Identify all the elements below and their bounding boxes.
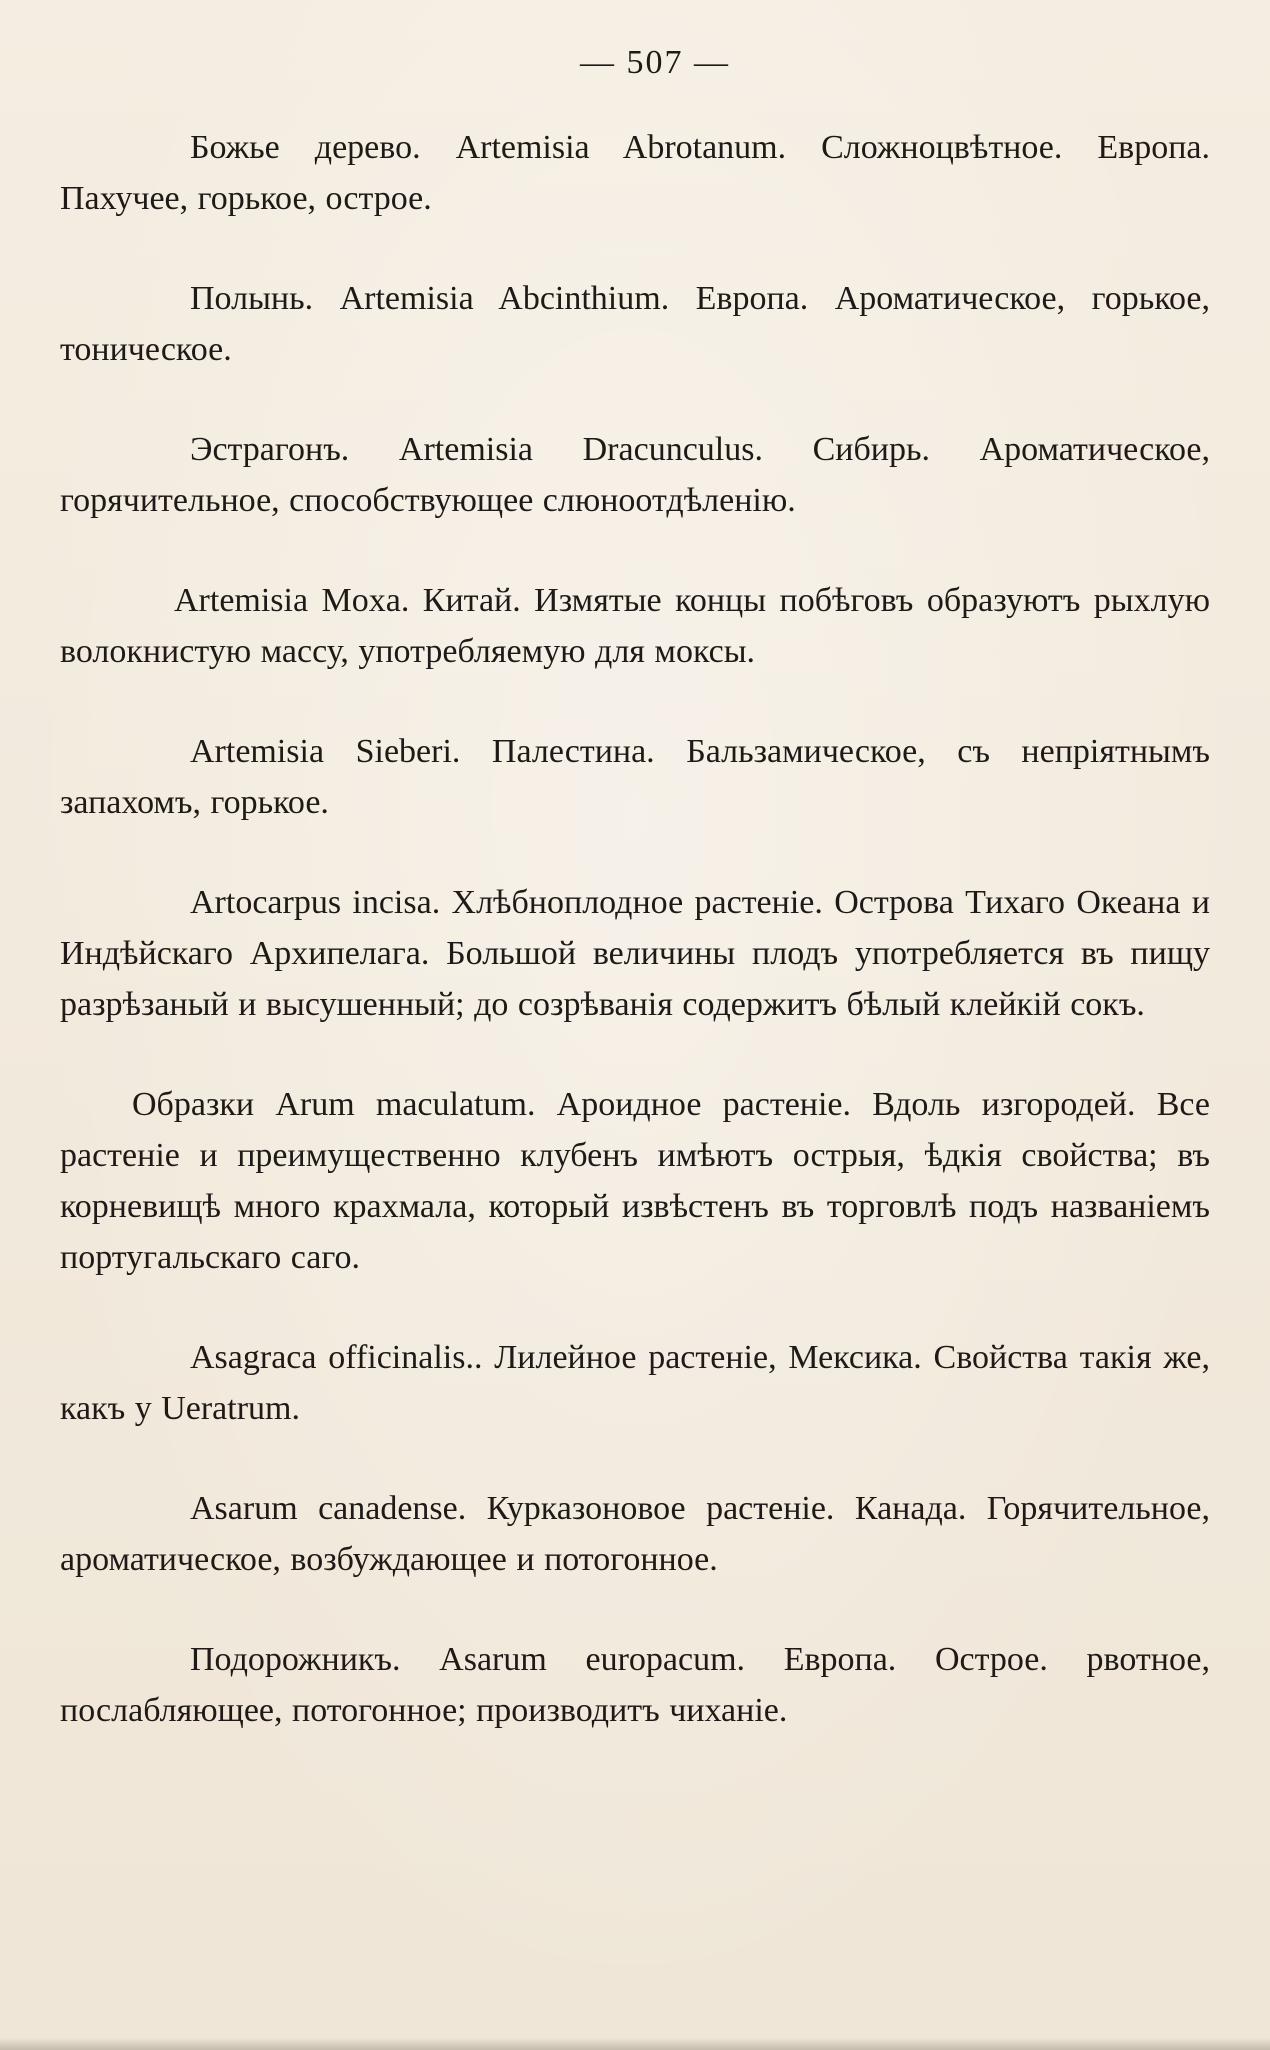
entry-artocarpus-incisa: Artocarpus incisa. Хлѣбноплодное растеніе. Острова Тихаго Океана и Индѣйскаго Архипелага. Большой величины плодъ употребляется въ пищу разрѣзаный и высушенный; до созрѣванія содержитъ бѣлый клейкій сокъ. [60,884,1210,1023]
entry-artemisia-absinthium: Полынь. Artemisia Abcinthium. Европа. Ароматическое, горькое, тоническое. [60,280,1210,368]
entry-artemisia-dracunculus: Эстрагонъ. Artemisia Dracunculus. Сибирь. Ароматическое, горячительное, способствующее слюноотдѣленію. [60,431,1210,519]
entry-asagraea-officinalis: Asagraca officinalis.. Лилейное растеніе, Мексика. Свойства такія же, какъ у Ueratrum. [60,1339,1210,1427]
entry-arum-maculatum: Образки Arum maculatum. Ароидное растеніе. Вдоль изгородей. Все растеніе и преимущественно клубенъ имѣютъ острыя, ѣдкія свойства; въ корневищѣ много крахмала, который извѣстенъ въ торговлѣ подъ названіемъ португальскаго саго. [60,1086,1210,1276]
page-number: — 507 — [580,44,730,81]
entries-list [60,122,1210,1736]
entry-artemisia-moxa: Artemisia Moxa. Китай. Измятые концы побѣговъ образуютъ рыхлую волокнистую массу, употребляемую для моксы. [60,582,1210,670]
entry-artemisia-sieberi: Artemisia Sieberi. Палестина. Бальзамическое, съ непріятнымъ запахомъ, горькое. [60,733,1210,821]
entry-asarum-europaeum: Подорожникъ. Asarum europacum. Европа. Острое. рвотное, послабляющее, потогонное; производитъ чиханіе. [60,1641,1210,1729]
entry-asarum-canadense: Asarum canadense. Курказоновое растеніе. Канада. Горячительное, ароматическое, возбуждающее и потогонное. [60,1490,1210,1578]
entry-artemisia-abrotanum: Божье дерево. Artemisia Abrotanum. Сложноцвѣтное. Европа. Пахучее, горькое, острое. [60,129,1210,217]
